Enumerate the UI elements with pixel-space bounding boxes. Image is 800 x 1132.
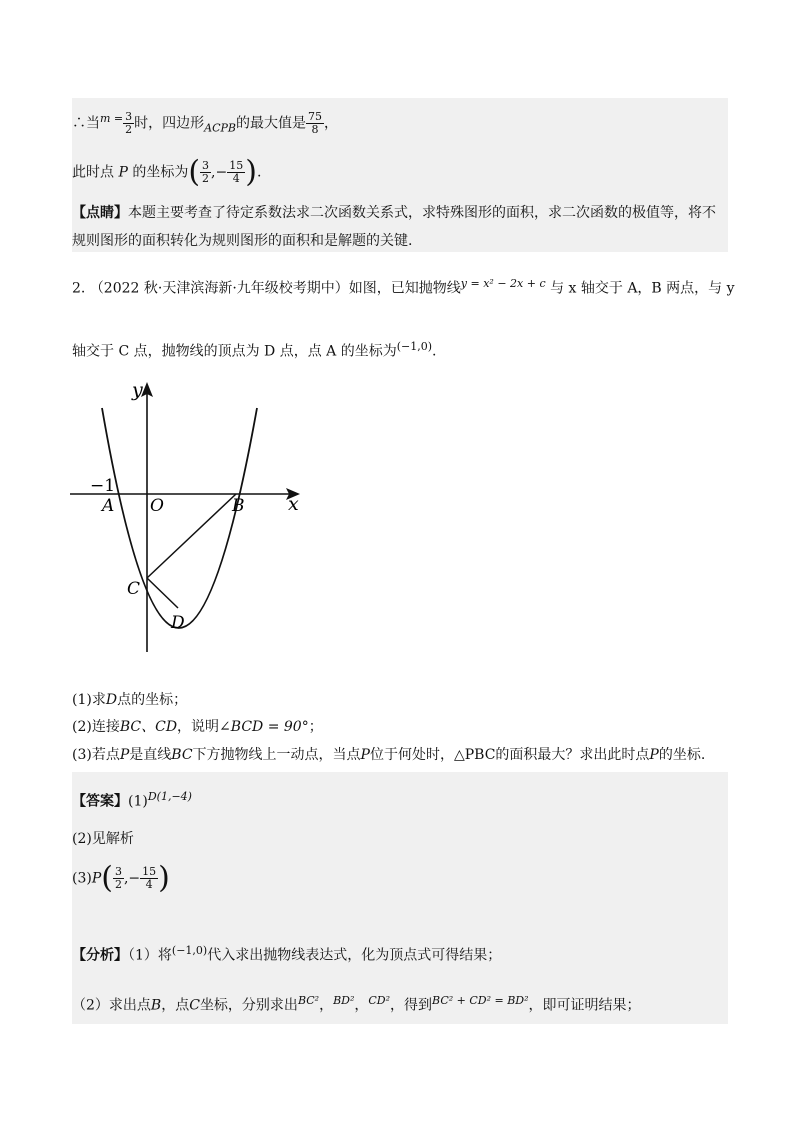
comment-line-1: 【点睛】本题主要考查了待定系数法求二次函数关系式，求特殊图形的面积，求二次函数的极值等，将不 [72, 205, 716, 221]
label-B: B [232, 496, 245, 516]
label-D: D [171, 613, 185, 633]
segment-cd [147, 578, 178, 608]
question-2: (2)连接BC、CD，说明∠BCD = 90°； [72, 719, 323, 735]
label-y: y [132, 379, 143, 401]
label-x: x [288, 493, 299, 515]
parabola-curve [102, 408, 257, 628]
analysis-1: 【分析】（1）将$^{(-1,0)}$代入求出抛物线表达式，化为顶点式可得结果； [72, 944, 502, 964]
answer-3: (3)P( $\frac{3}{2}$ ,− $\frac{15}{4}$ ) [72, 860, 170, 896]
solution-line-2: 此时点 P 的坐标为( $\frac{3}{2}$ ,− $\frac{15}{4}$ ). [72, 154, 262, 190]
problem-line-2: 轴交于 C 点，抛物线的顶点为 D 点，点 A 的坐标为$^{(-1,0)}$. [72, 340, 437, 360]
label-minus1: −1 [90, 476, 116, 496]
solution-line-1: ∴当$^{m =}$ $\frac{3}{2}$ 时，四边形$_{ACPB}$的最大值是 $\frac{75}{8}$ ， [72, 110, 339, 137]
problem-line-1: 2. （2022 秋·天津滨海新·九年级校考期中）如图，已知抛物线$^{y = x^2 - 2x + c}$ 与 x 轴交于 A，B 两点，与 y [72, 277, 735, 297]
answer-1: 【答案】$(1)^{D(1,-4)}$ [72, 790, 192, 810]
question-3: (3)若点P是直线BC下方抛物线上一动点，当点P位于何处时，△PBC的面积最大？求出此时点P的坐标. [72, 747, 706, 763]
label-C: C [127, 579, 141, 599]
analysis-2: （2）求出点B，点C坐标，分别求出$^{BC^2}$，$^{BD^2}$，$^{CD^2}$，得到$^{BC^2 + CD^2 = BD^2}$，即可证明结果； [72, 994, 641, 1014]
question-1: (1)求D点的坐标； [72, 692, 188, 708]
label-A: A [102, 496, 115, 516]
label-O: O [150, 496, 164, 516]
parabola-figure [60, 370, 320, 660]
answer-2: (2)见解析 [72, 831, 134, 847]
comment-line-2: 规则图形的面积转化为规则图形的面积和是解题的关键. [72, 233, 413, 249]
